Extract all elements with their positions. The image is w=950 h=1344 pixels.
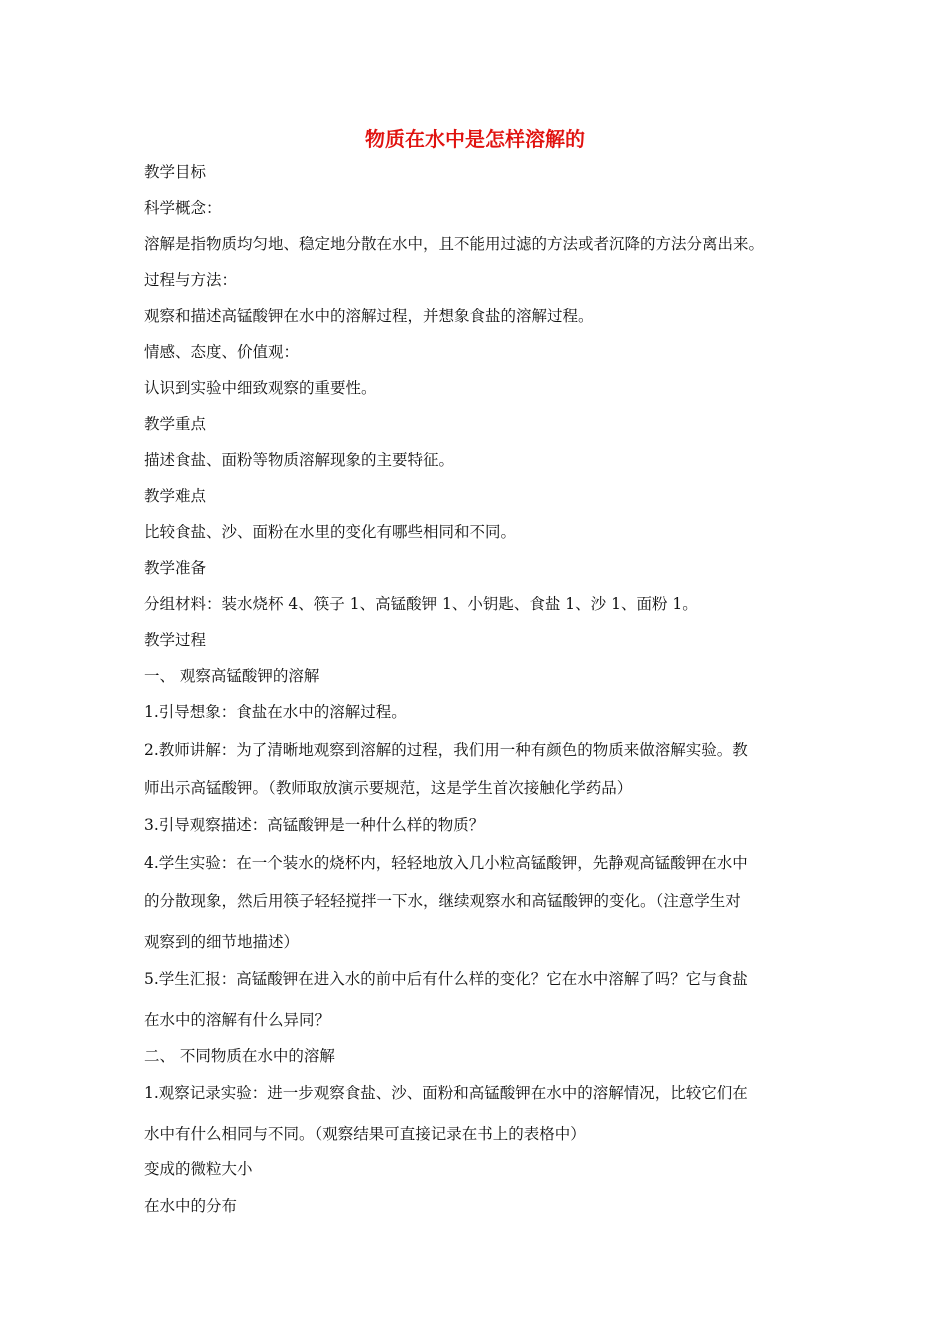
paragraph-line: 在水中的分布 bbox=[144, 1197, 238, 1215]
paragraph-line: 的分散现象，然后用筷子轻轻搅拌一下水，继续观察水和高锰酸钾的变化。（注意学生对 bbox=[144, 892, 741, 910]
section-heading-preparation: 教学准备 bbox=[144, 559, 207, 577]
subheading-science-concept: 科学概念： bbox=[144, 199, 222, 217]
subheading-process-method: 过程与方法： bbox=[144, 271, 238, 289]
paragraph-line: 2.教师讲解：为了清晰地观察到溶解的过程，我们用一种有颜色的物质来做溶解实验。教 bbox=[144, 741, 748, 759]
paragraph-line: 3.引导观察描述：高锰酸钾是一种什么样的物质？ bbox=[144, 816, 485, 834]
paragraph-line: 溶解是指物质均匀地、稳定地分散在水中，且不能用过滤的方法或者沉降的方法分离出来。 bbox=[144, 235, 765, 253]
document-title: 物质在水中是怎样溶解的 bbox=[365, 127, 585, 151]
paragraph-line: 认识到实验中细致观察的重要性。 bbox=[144, 379, 377, 397]
paragraph-line: 5.学生汇报：高锰酸钾在进入水的前中后有什么样的变化？它在水中溶解了吗？它与食盐 bbox=[144, 970, 748, 988]
paragraph-line: 1.引导想象：食盐在水中的溶解过程。 bbox=[144, 703, 407, 721]
paragraph-line: 观察到的细节地描述） bbox=[144, 933, 300, 951]
paragraph-line: 水中有什么相同与不同。（观察结果可直接记录在书上的表格中） bbox=[144, 1125, 586, 1143]
paragraph-line: 1.观察记录实验：进一步观察食盐、沙、面粉和高锰酸钾在水中的溶解情况，比较它们在 bbox=[144, 1084, 748, 1102]
paragraph-line: 比较食盐、沙、面粉在水里的变化有哪些相同和不同。 bbox=[144, 523, 517, 541]
subheading-attitude-values: 情感、态度、价值观： bbox=[144, 343, 300, 361]
paragraph-line: 在水中的溶解有什么异同？ bbox=[144, 1011, 331, 1029]
paragraph-line: 师出示高锰酸钾。（教师取放演示要规范，这是学生首次接触化学药品） bbox=[144, 779, 633, 797]
numbered-heading-two: 二、 不同物质在水中的溶解 bbox=[144, 1047, 335, 1065]
section-heading-process: 教学过程 bbox=[144, 631, 207, 649]
paragraph-line: 观察和描述高锰酸钾在水中的溶解过程，并想象食盐的溶解过程。 bbox=[144, 307, 594, 325]
paragraph-line: 4.学生实验：在一个装水的烧杯内，轻轻地放入几小粒高锰酸钾，先静观高锰酸钾在水中 bbox=[144, 854, 748, 872]
paragraph-line: 分组材料：装水烧杯 4、筷子 1、高锰酸钾 1、小钥匙、食盐 1、沙 1、面粉 1。 bbox=[144, 595, 698, 613]
section-heading-key-points: 教学重点 bbox=[144, 415, 207, 433]
numbered-heading-one: 一、 观察高锰酸钾的溶解 bbox=[144, 667, 320, 685]
section-heading-difficulties: 教学难点 bbox=[144, 487, 207, 505]
section-heading-objectives: 教学目标 bbox=[144, 163, 207, 181]
paragraph-line: 描述食盐、面粉等物质溶解现象的主要特征。 bbox=[144, 451, 455, 469]
paragraph-line: 变成的微粒大小 bbox=[144, 1160, 253, 1178]
